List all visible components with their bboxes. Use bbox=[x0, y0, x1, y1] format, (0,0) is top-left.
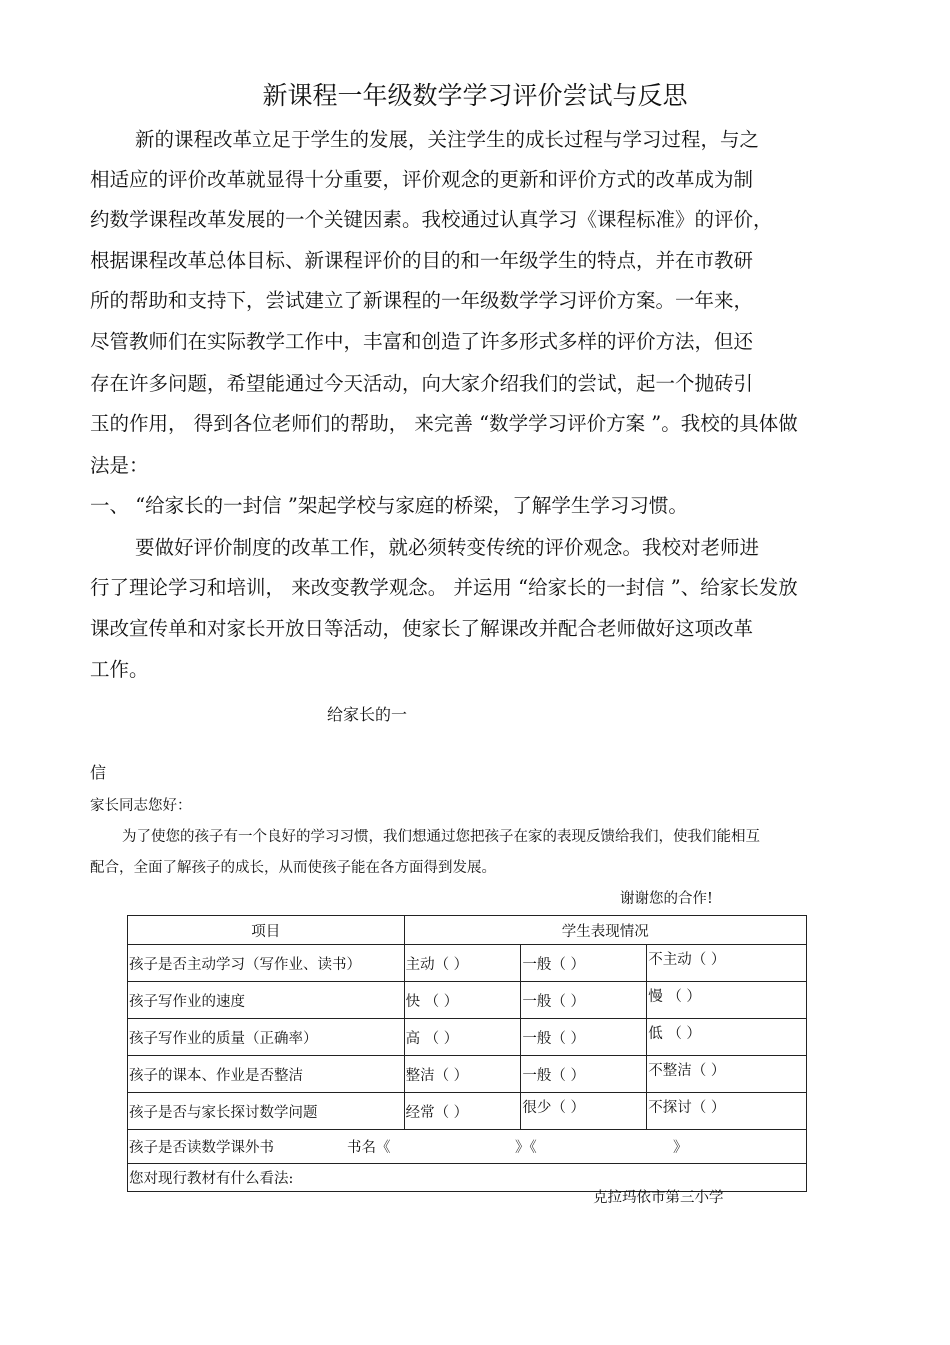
intro-line: 约数学课程改革发展的一个关键因素。我校通过认真学习《课程标准》的评价， bbox=[90, 208, 773, 231]
opinion-cell[interactable]: 您对现行教材有什么看法: bbox=[128, 1164, 807, 1192]
section-line: 课改宣传单和对家长开放日等活动，使家长了解课改并配合老师做好这项改革 bbox=[90, 617, 754, 640]
intro-line: 尽管教师们在实际教学工作中，丰富和创造了许多形式多样的评价方法，但还 bbox=[90, 330, 754, 353]
option-2[interactable]: 一般（ ） bbox=[521, 945, 647, 982]
table-header-row bbox=[128, 916, 807, 945]
letter-greeting: 家长同志您好： bbox=[90, 798, 192, 814]
book-cell[interactable] bbox=[128, 1130, 807, 1164]
row-item: 孩子写作业的质量（正确率） bbox=[128, 1019, 405, 1056]
document-title: 新课程一年级数学学习评价尝试与反思 bbox=[262, 81, 688, 110]
option-1[interactable]: 经常（ ） bbox=[404, 1093, 521, 1130]
letter-title: 给家长的一 bbox=[327, 705, 408, 724]
option-2[interactable]: 一般（ ） bbox=[521, 1056, 647, 1093]
section-line: 工作。 bbox=[90, 658, 149, 681]
book-row-label: 孩子是否读数学课外书 bbox=[129, 1140, 274, 1156]
section-line: 行了理论学习和培训， 来改变教学观念。 并运用 “给家长的一封信 ”、给家长发放 bbox=[90, 576, 798, 599]
letter-title-continued: 信 bbox=[90, 763, 107, 782]
row-item: 孩子写作业的速度 bbox=[128, 982, 405, 1019]
letter-signature: 克拉玛依市第三小学 bbox=[593, 1190, 724, 1206]
book-name-label: 书名《 bbox=[347, 1140, 391, 1156]
book-mid: 》《 bbox=[515, 1140, 537, 1156]
header-performance: 学生表现情况 bbox=[404, 916, 806, 945]
row-item: 孩子是否主动学习（写作业、读书） bbox=[128, 945, 405, 982]
option-2[interactable]: 很少（ ） bbox=[521, 1093, 647, 1130]
intro-line: 根据课程改革总体目标、新课程评价的目的和一年级学生的特点，并在市教研 bbox=[90, 249, 754, 272]
option-3[interactable]: 不主动（ ） bbox=[647, 945, 807, 982]
section-heading: 一、 “给家长的一封信 ”架起学校与家庭的桥梁，了解学生学习习惯。 bbox=[90, 494, 688, 517]
evaluation-table bbox=[127, 915, 807, 1192]
option-2[interactable]: 一般（ ） bbox=[521, 982, 647, 1019]
option-1[interactable]: 整洁（ ） bbox=[404, 1056, 521, 1093]
letter-thanks: 谢谢您的合作! bbox=[620, 891, 713, 907]
option-3[interactable]: 低 （ ） bbox=[647, 1019, 807, 1056]
table-row bbox=[128, 1019, 807, 1056]
intro-line: 相适应的评价改革就显得十分重要，评价观念的更新和评价方式的改革成为制 bbox=[90, 168, 754, 191]
intro-line: 新的课程改革立足于学生的发展，关注学生的成长过程与学习过程，与之 bbox=[135, 128, 760, 151]
section-line: 要做好评价制度的改革工作，就必须转变传统的评价观念。我校对老师进 bbox=[135, 536, 760, 559]
table-row bbox=[128, 1093, 807, 1130]
letter-body-line: 配合，全面了解孩子的成长，从而使孩子能在各方面得到发展。 bbox=[90, 860, 496, 876]
intro-line: 所的帮助和支持下，尝试建立了新课程的一年级数学学习评价方案。一年来， bbox=[90, 289, 754, 312]
header-item: 项目 bbox=[128, 916, 405, 945]
option-3[interactable]: 不探讨（ ） bbox=[647, 1093, 807, 1130]
option-2[interactable]: 一般（ ） bbox=[521, 1019, 647, 1056]
option-1[interactable]: 主动（ ） bbox=[404, 945, 521, 982]
option-1[interactable]: 快 （ ） bbox=[404, 982, 521, 1019]
letter-body-line: 为了使您的孩子有一个良好的学习习惯，我们想通过您把孩子在家的表现反馈给我们，使我们能相互 bbox=[122, 829, 760, 845]
table-row bbox=[128, 982, 807, 1019]
option-1[interactable]: 高 （ ） bbox=[404, 1019, 521, 1056]
table-row bbox=[128, 945, 807, 982]
option-3[interactable]: 不整洁（ ） bbox=[647, 1056, 807, 1093]
book-end: 》 bbox=[673, 1140, 688, 1156]
intro-line: 玉的作用， 得到各位老师们的帮助， 来完善 “数学学习评价方案 ”。我校的具体做 bbox=[90, 412, 798, 435]
book-row bbox=[128, 1130, 807, 1164]
row-item: 孩子的课本、作业是否整洁 bbox=[128, 1056, 405, 1093]
row-item: 孩子是否与家长探讨数学问题 bbox=[128, 1093, 405, 1130]
intro-line: 法是： bbox=[90, 454, 149, 477]
option-3[interactable]: 慢 （ ） bbox=[647, 982, 807, 1019]
intro-line: 存在许多问题，希望能通过今天活动，向大家介绍我们的尝试，起一个抛砖引 bbox=[90, 372, 754, 395]
table-row bbox=[128, 1056, 807, 1093]
